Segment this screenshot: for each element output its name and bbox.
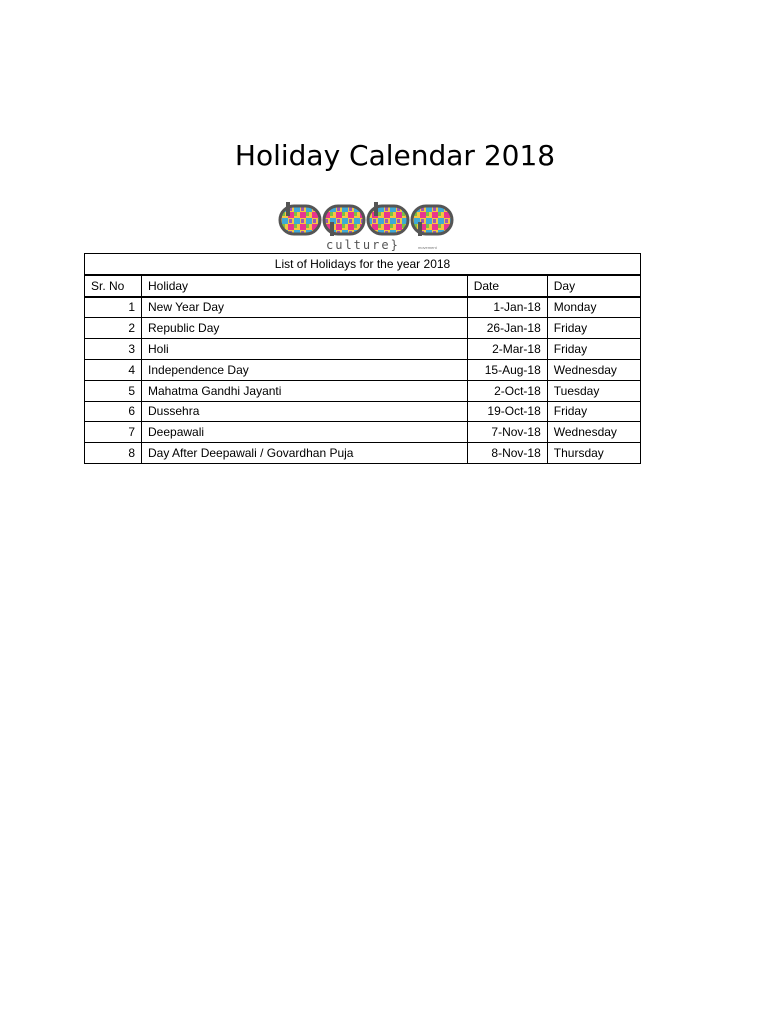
cell-day: Thursday	[547, 443, 640, 464]
cell-sr-no: 7	[85, 422, 142, 443]
cell-holiday: Day After Deepawali / Govardhan Puja	[142, 443, 468, 464]
cell-holiday: Independence Day	[142, 359, 468, 380]
cell-date: 2-Oct-18	[467, 380, 547, 401]
holiday-table	[84, 253, 641, 464]
cell-day: Wednesday	[547, 359, 640, 380]
cell-date: 19-Oct-18	[467, 401, 547, 422]
cell-day: Wednesday	[547, 422, 640, 443]
cell-day: Friday	[547, 401, 640, 422]
table-caption-row	[85, 254, 641, 275]
cell-sr-no: 6	[85, 401, 142, 422]
table-row	[85, 401, 641, 422]
cell-holiday: New Year Day	[142, 297, 468, 318]
header-sr-no: Sr. No	[85, 275, 142, 297]
cell-holiday: Republic Day	[142, 318, 468, 339]
company-logo	[276, 200, 456, 252]
cell-holiday: Dussehra	[142, 401, 468, 422]
logo-tagline: movement	[418, 245, 437, 250]
cell-date: 26-Jan-18	[467, 318, 547, 339]
table-row	[85, 359, 641, 380]
table-row	[85, 339, 641, 360]
cell-date: 2-Mar-18	[467, 339, 547, 360]
cell-sr-no: 5	[85, 380, 142, 401]
cell-sr-no: 3	[85, 339, 142, 360]
cell-sr-no: 4	[85, 359, 142, 380]
header-holiday: Holiday	[142, 275, 468, 297]
cell-holiday: Mahatma Gandhi Jayanti	[142, 380, 468, 401]
table-row	[85, 422, 641, 443]
cell-sr-no: 2	[85, 318, 142, 339]
header-day: Day	[547, 275, 640, 297]
cell-date: 1-Jan-18	[467, 297, 547, 318]
logo-subtitle: culture}	[326, 238, 400, 252]
cell-day: Friday	[547, 339, 640, 360]
cell-date: 8-Nov-18	[467, 443, 547, 464]
cell-holiday: Deepawali	[142, 422, 468, 443]
cell-sr-no: 1	[85, 297, 142, 318]
cell-date: 7-Nov-18	[467, 422, 547, 443]
cell-holiday: Holi	[142, 339, 468, 360]
table-header-row	[85, 275, 641, 297]
table-caption: List of Holidays for the year 2018	[85, 254, 641, 275]
cell-day: Monday	[547, 297, 640, 318]
table-row	[85, 443, 641, 464]
cell-date: 15-Aug-18	[467, 359, 547, 380]
cell-day: Friday	[547, 318, 640, 339]
table-row	[85, 380, 641, 401]
header-date: Date	[467, 275, 547, 297]
cell-day: Tuesday	[547, 380, 640, 401]
table-row	[85, 297, 641, 318]
page-title: Holiday Calendar 2018	[234, 139, 556, 172]
cell-sr-no: 8	[85, 443, 142, 464]
logo-mark	[280, 202, 452, 236]
table-row	[85, 318, 641, 339]
